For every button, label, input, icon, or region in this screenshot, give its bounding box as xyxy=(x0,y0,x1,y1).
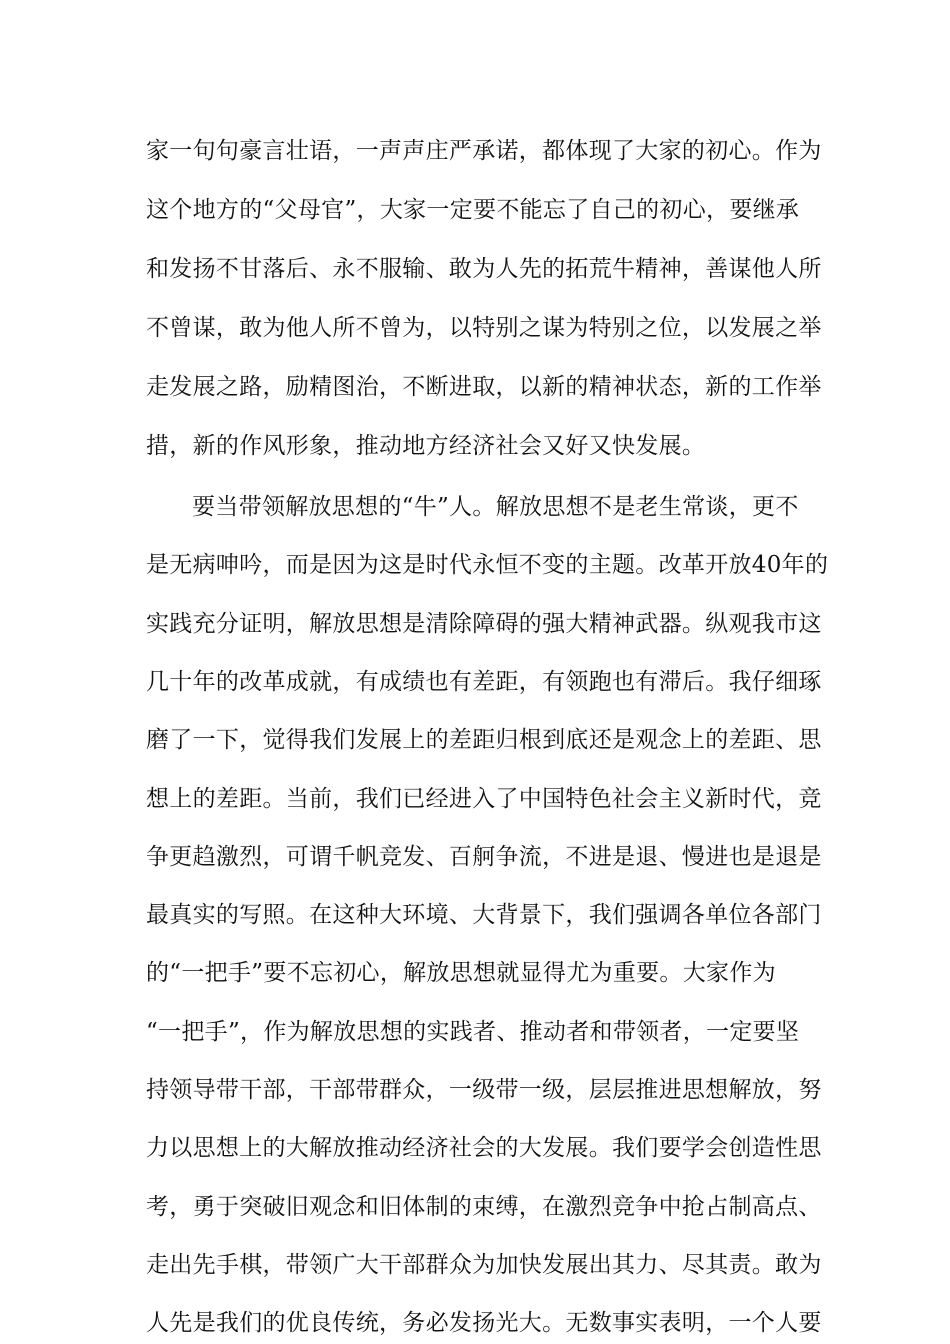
text-line: 磨了一下，觉得我们发展上的差距归根到底还是观念上的差距、思 xyxy=(146,727,822,753)
text-line: 力以思想上的大解放推动经济社会的大发展。我们要学会创造性思 xyxy=(146,1135,822,1161)
text-line: 走出先手棋，带领广大干部群众为加快发展出其力、尽其责。敢为 xyxy=(146,1252,822,1278)
text-line: 人先是我们的优良传统，务必发扬光大。无数事实表明，一个人要 xyxy=(146,1310,822,1336)
text-line: 想上的差距。当前，我们已经进入了中国特色社会主义新时代，竞 xyxy=(146,786,822,812)
text-line: 争更趋激烈，可谓千帆竞发、百舸争流，不进是退、慢进也是退是 xyxy=(146,844,822,870)
text-line: 这个地方的“父母官”，大家一定要不能忘了自己的初心，要继承 xyxy=(146,197,800,223)
text-line: 家一句句豪言壮语，一声声庄严承诺，都体现了大家的初心。作为 xyxy=(146,138,822,164)
text-line: 措，新的作风形象，推动地方经济社会又好又快发展。 xyxy=(146,433,706,459)
text-line: 要当带领解放思想的“牛”人。解放思想不是老生常谈，更不 xyxy=(192,494,799,520)
text-line: 实践充分证明，解放思想是清除障碍的强大精神武器。纵观我市这 xyxy=(146,611,822,637)
text-line: 持领导带干部，干部带群众，一级带一级，层层推进思想解放，努 xyxy=(146,1077,822,1103)
text-line: 最真实的写照。在这种大环境、大背景下，我们强调各单位各部门 xyxy=(146,902,822,928)
text-line: 是无病呻吟，而是因为这是时代永恒不变的主题。改革开放40年的 xyxy=(146,552,829,578)
text-line: 走发展之路，励精图治，不断进取，以新的精神状态，新的工作举 xyxy=(146,374,822,400)
text-line: 考，勇于突破旧观念和旧体制的束缚，在激烈竞争中抢占制高点、 xyxy=(146,1194,822,1220)
text-line: 几十年的改革成就，有成绩也有差距，有领跑也有滞后。我仔细琢 xyxy=(146,669,822,695)
text-line: 不曾谋，敢为他人所不曾为，以特别之谋为特别之位，以发展之举 xyxy=(146,315,822,341)
text-line: “一把手”，作为解放思想的实践者、推动者和带领者，一定要坚 xyxy=(146,1019,800,1045)
text-line: 和发扬不甘落后、永不服输、敢为人先的拓荒牛精神，善谋他人所 xyxy=(146,256,822,282)
text-line: 的“一把手”要不忘初心，解放思想就显得尤为重要。大家作为 xyxy=(146,960,776,986)
